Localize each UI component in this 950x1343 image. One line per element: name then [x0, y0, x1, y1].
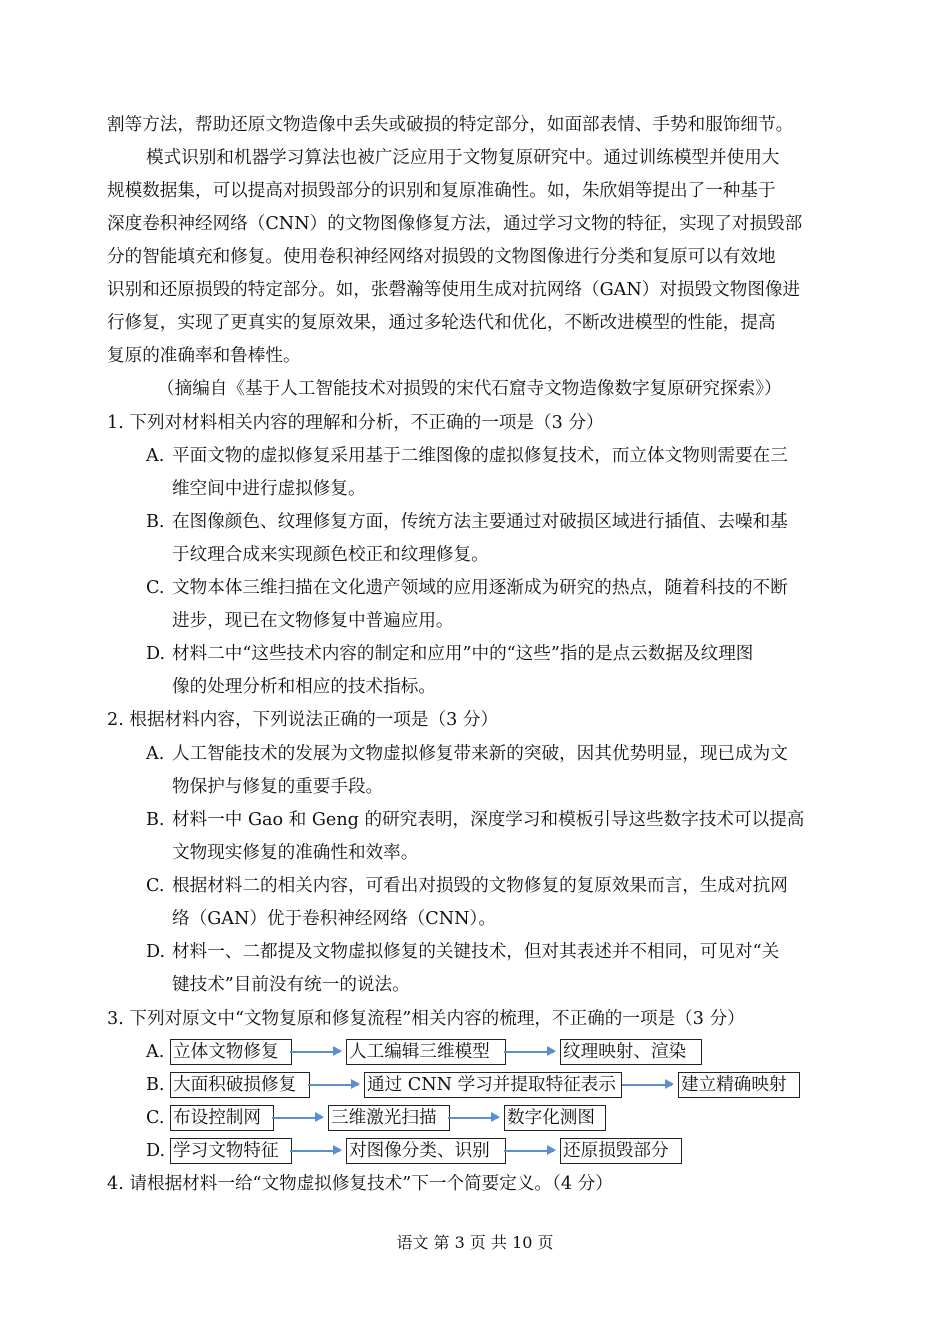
flow-step-box: 立体文物修复	[170, 1039, 292, 1065]
flow-step-box: 大面积破损修复	[170, 1072, 310, 1098]
flow-arrow	[504, 1051, 554, 1053]
option-label: B.	[146, 810, 165, 830]
q2-option-d	[146, 940, 779, 964]
option-text: 材料一、二都提及文物虚拟修复的关键技术，但对其表述并不相同，可见对“关	[172, 942, 780, 962]
passage-line: 割等方法，帮助还原文物造像中丢失或破损的特定部分，如面部表情、手势和服饰细节。	[107, 115, 794, 135]
option-text: 在图像颜色、纹理修复方面，传统方法主要通过对破损区域进行插值、去噪和基	[172, 512, 788, 532]
flow-arrow	[504, 1150, 554, 1152]
option-text: 根据材料二的相关内容，可看出对损毁的文物修复的复原效果而言，生成对抗网	[172, 876, 788, 896]
option-text: 材料一中 Gao 和 Geng 的研究表明，深度学习和模板引导这些数字技术可以提高	[172, 810, 805, 830]
flow-arrow	[290, 1051, 340, 1053]
citation: （摘编自《基于人工智能技术对损毁的宋代石窟寺文物造像数字复原研究探索》）	[157, 379, 782, 399]
q1-option-a	[146, 444, 788, 468]
passage-line: 复原的准确率和鲁棒性。	[107, 346, 301, 366]
q1-option-b-cont: 于纹理合成来实现颜色校正和纹理修复。	[172, 545, 489, 565]
q1-option-a-cont: 维空间中进行虚拟修复。	[172, 479, 366, 499]
option-label: B.	[146, 512, 165, 532]
option-label: A.	[146, 744, 165, 764]
q1-option-c-cont: 进步，现已在文物修复中普遍应用。	[172, 611, 454, 631]
option-label: D.	[146, 644, 166, 664]
option-text: 文物本体三维扫描在文化遗产领域的应用逐渐成为研究的热点，随着科技的不断	[172, 578, 788, 598]
q2-option-c	[146, 874, 788, 898]
flow-step-box: 布设控制网	[170, 1105, 274, 1131]
flow-arrow	[290, 1150, 340, 1152]
flow-step-box: 纹理映射、渲染	[560, 1039, 702, 1065]
question-1-stem: 1. 下列对材料相关内容的理解和分析，不正确的一项是（3 分）	[107, 413, 604, 433]
passage-line: 规模数据集，可以提高对损毁部分的识别和复原准确性。如，朱欣娟等提出了一种基于	[107, 181, 776, 201]
q1-option-c	[146, 576, 788, 600]
passage-line: 分的智能填充和修复。使用卷积神经网络对损毁的文物图像进行分类和复原可以有效地	[107, 247, 776, 267]
question-3-stem: 3. 下列对原文中“文物复原和修复流程”相关内容的梳理，不正确的一项是（3 分）	[107, 1009, 745, 1029]
passage-line: 深度卷积神经网络（CNN）的文物图像修复方法，通过学习文物的特征，实现了对损毁部	[107, 214, 803, 234]
option-text: 人工智能技术的发展为文物虚拟修复带来新的突破，因其优势明显，现已成为文	[172, 744, 788, 764]
option-label: A.	[146, 446, 165, 466]
flow-step-box: 学习文物特征	[170, 1138, 292, 1164]
q2-option-b-cont: 文物现实修复的准确性和效率。	[172, 843, 419, 863]
q2-option-d-cont: 键技术”目前没有统一的说法。	[172, 975, 410, 995]
q1-option-d	[146, 642, 753, 666]
option-label: A.	[146, 1042, 165, 1062]
option-label: C.	[146, 876, 165, 896]
q2-option-c-cont: 络（GAN）优于卷积神经网络（CNN）。	[172, 909, 496, 929]
option-label: C.	[146, 578, 165, 598]
flow-step-box: 建立精确映射	[678, 1072, 800, 1098]
option-label: D.	[146, 942, 166, 962]
flow-arrow	[448, 1117, 498, 1119]
flow-arrow	[622, 1084, 672, 1086]
flow-step-box: 三维激光扫描	[328, 1105, 450, 1131]
flow-arrow	[308, 1084, 358, 1086]
option-label: C.	[146, 1108, 165, 1128]
option-label: B.	[146, 1075, 165, 1095]
flow-step-box: 人工编辑三维模型	[346, 1039, 506, 1065]
flow-step-box: 数字化测图	[504, 1105, 606, 1131]
question-4-stem: 4. 请根据材料一给“文物虚拟修复技术”下一个简要定义。（4 分）	[107, 1174, 613, 1194]
q2-option-b	[146, 808, 804, 832]
flow-arrow	[272, 1117, 322, 1119]
option-text: 平面文物的虚拟修复采用基于二维图像的虚拟修复技术，而立体文物则需要在三	[172, 446, 788, 466]
passage-line: 识别和还原损毁的特定部分。如，张磬瀚等使用生成对抗网络（GAN）对损毁文物图像进	[107, 280, 801, 300]
q1-option-d-cont: 像的处理分析和相应的技术指标。	[172, 677, 436, 697]
option-label: D.	[146, 1141, 166, 1161]
flow-step-box: 对图像分类、识别	[346, 1138, 506, 1164]
option-text: 材料二中“这些技术内容的制定和应用”中的“这些”指的是点云数据及纹理图	[172, 644, 754, 664]
q2-option-a-cont: 物保护与修复的重要手段。	[172, 777, 384, 797]
q2-option-a	[146, 742, 788, 766]
q1-option-b	[146, 510, 788, 534]
page-footer: 语文 第 3 页 共 10 页	[396, 1233, 554, 1252]
passage-line: 模式识别和机器学习算法也被广泛应用于文物复原研究中。通过训练模型并使用大	[146, 148, 780, 168]
question-2-stem: 2. 根据材料内容，下列说法正确的一项是（3 分）	[107, 710, 499, 730]
flow-step-box: 还原损毁部分	[560, 1138, 682, 1164]
flow-step-box: 通过 CNN 学习并提取特征表示	[364, 1072, 622, 1098]
passage-line: 行修复，实现了更真实的复原效果，通过多轮迭代和优化，不断改进模型的性能，提高	[107, 313, 776, 333]
